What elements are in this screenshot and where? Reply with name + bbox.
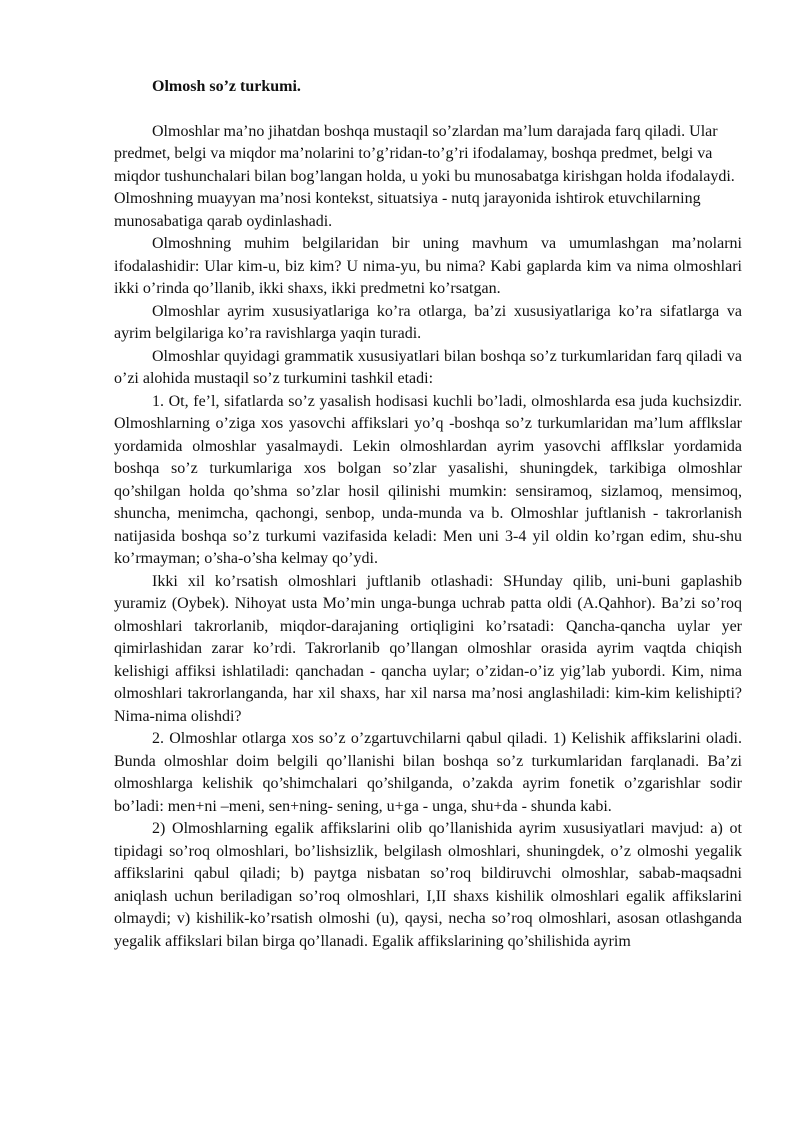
document-page [114, 76, 742, 953]
paragraph-3: Olmoshlar ayrim xususiyatlariga ko’ra otlarga, ba’zi xususiyatlariga ko’ra sifatlarga va ayrim belgilariga ko’ra ravishlarga yaqin turadi. [114, 302, 742, 342]
paragraph-7: 2. Olmoshlar otlarga xos so’z o’zgartuvchilarni qabul qiladi. 1) Kelishik affikslarini oladi. Bunda olmoshlar doim belgili qo’llanishi bilan boshqa so’z turkumlaridan farqlanadi. Ba’zi olmoshlarga kelishik qo’shimchalari qo’shilganda, o’zakda ayrim fonetik o’zgarishlar sodir bo’ladi: men+ni –meni, sen+ning- sening, u+ga - unga, shu+da - shunda kabi. [114, 730, 742, 815]
paragraph-4: Olmoshlar quyidagi grammatik xususiyatlari bilan boshqa so’z turkumlaridan farq qiladi va o’zi alohida mustaqil so’z turkumini tashkil etadi: [114, 347, 742, 387]
paragraph-2: Olmoshning muhim belgilaridan bir uning mavhum va umumlashgan ma’nolarni ifodalashidir: Ular kim-u, biz kim? U nima-yu, bu nima? Kabi gaplarda kim va nima olmoshlari ikki o’rinda qo’llanib, ikki shaxs, ikki predmetni ko’rsatgan. [114, 235, 742, 297]
paragraph-1: Olmoshlar ma’no jihatdan boshqa mustaqil so’zlardan ma’lum darajada farq qiladi. Ular predmet, belgi va miqdor ma’nolarini to’g’ridan-to’g’ri ifodalamay, boshqa predmet, belgi va miqdor tushunchalari bilan bog’langan holda, u yoki bu munosabatga kirishgan holda ifodalaydi. Olmoshning muayyan ma’nosi kontekst, situatsiya - nutq jarayonida ishtirok etuvchilarning munosabatiga qarab oydinlashadi. [114, 122, 735, 230]
document-title: Olmosh so’z turkumi. [152, 78, 301, 95]
paragraph-5: 1. Ot, fe’l, sifatlarda so’z yasalish hodisasi kuchli bo’ladi, olmoshlarda esa juda kuchsizdir. Olmoshlarning o’ziga xos yasovchi affikslari yo’q -boshqa so’z turkumlaridan ma’lum afflkslar yordamida olmoshlar yasalmaydi. Lekin olmoshlardan ayrim yasovchi afflkslar yordamida boshqa so’z turkumlariga xos bolgan so’zlar yasalishi, shuningdek, tarkibiga olmoshlar qo’shilgan holda qo’shma so’zlar hosil qilinishi mumkin: sensiramoq, sizlamoq, mensimoq, shuncha, menimcha, qachongi, senbop, unda-munda va b. Olmoshlar juftlanish - takrorlanish natijasida boshqa so’z turkumi vazifasida keladi: Men uni 3-4 yil oldin ko’rgan edim, shu-shu ko’rmayman; o’sha-o’sha kelmay qo’ydi. [114, 392, 742, 567]
paragraph-8: 2) Olmoshlarning egalik affikslarini olib qo’llanishida ayrim xususiyatlari mavjud: a) ot tipidagi so’roq olmoshlari, bo’lishsizlik, belgilash olmoshlari, shuningdek, o’z olmoshi yegalik affikslarini qabul qiladi; b) paytga nisbatan so’roq bildiruvchi olmoshlar, sabab-maqsadni aniqlash uchun beriladigan so’roq olmoshlari, I,II shaxs kishilik olmoshlari egalik affikslarini olmaydi; v) kishilik-ko’rsatish olmoshi (u), qaysi, necha so’roq olmoshlari, asosan otlashganda yegalik affikslari bilan birga qo’llanadi. Egalik affikslarining qo’shilishida ayrim [114, 820, 742, 950]
paragraph-6: Ikki xil ko’rsatish olmoshlari juftlanib otlashadi: SHunday qilib, uni-buni gaplashib yuramiz (Oybek). Nihoyat usta Mo’min unga-bunga uchrab patta oldi (A.Qahhor). Ba’zi so’roq olmoshlari takrorlanib, miqdor-darajaning ortiqligini ko’rsatadi: Qancha-qancha uylar yer qimirlashidan zarar ko’rdi. Takrorlanib qo’llangan olmoshlar orasida ayrim vaqtda chiqish kelishigi affiksi ishlatiladi: qanchadan - qancha uylar; o’zidan-o’iz yig’lab yubordi. Kim, nima olmoshlari takrorlanganda, har xil shaxs, har xil narsa ma’nosi anglashiladi: kim-kim kelishipti? Nima-nima olishdi? [114, 572, 742, 725]
